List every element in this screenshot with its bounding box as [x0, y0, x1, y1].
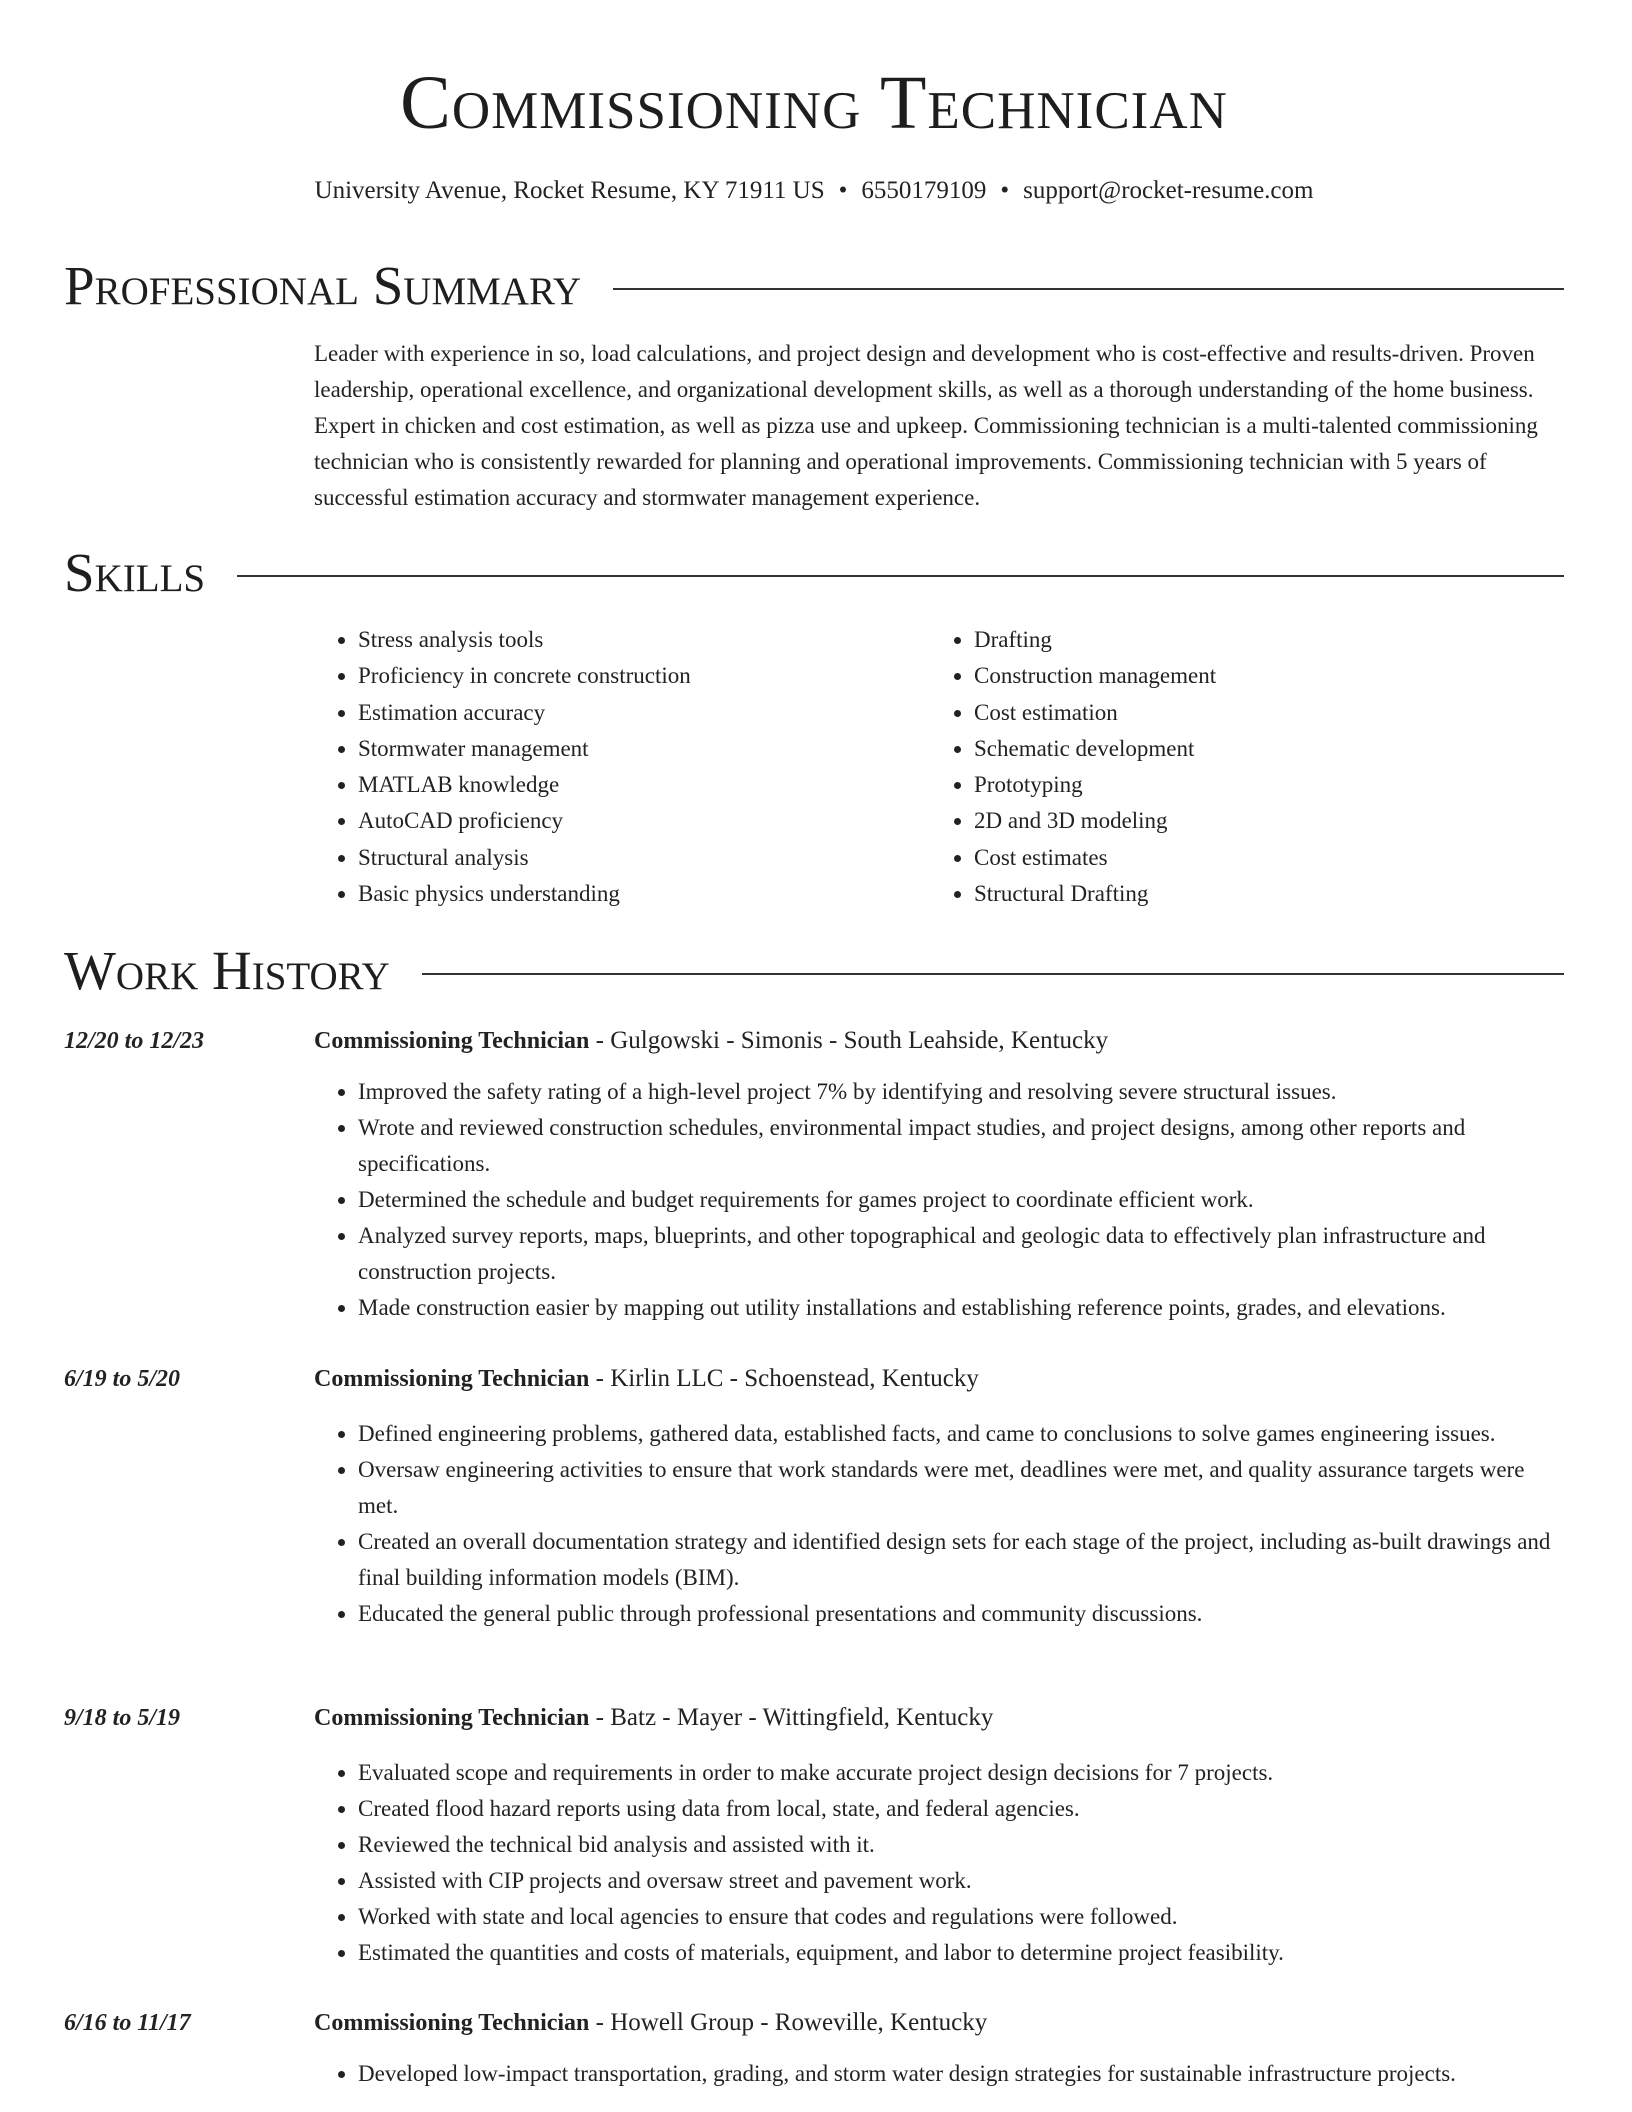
- contact-separator: •: [1000, 177, 1010, 204]
- job-bullet: • Evaluated scope and requirements in order to make accurate project design decisions for 7 projects.: [358, 1755, 1566, 1791]
- section-work-history: [64, 939, 1564, 1003]
- skill-item: • Estimation accuracy: [358, 695, 930, 731]
- job-company: - Howell Group - Roweville, Kentucky: [589, 2009, 988, 2036]
- job-header: [314, 1701, 993, 1735]
- job-header: [314, 1024, 1108, 1058]
- job-role: Commissioning Technician: [314, 1366, 590, 1392]
- job-dates: 6/19 to 5/20: [64, 1366, 181, 1392]
- candidate-name: Commissioning Technician: [400, 61, 1228, 145]
- job-bullets: [314, 1755, 1566, 1971]
- job-role: Commissioning Technician: [314, 1028, 590, 1054]
- skill-item: • Structural analysis: [358, 840, 930, 876]
- job-bullet: • Created flood hazard reports using data from local, state, and federal agencies.: [358, 1791, 1566, 1827]
- skills-list-right: [930, 622, 1546, 912]
- skill-item: • MATLAB knowledge: [358, 767, 930, 803]
- skill-item: • Construction management: [974, 658, 1546, 694]
- skill-item: • Proficiency in concrete construction: [358, 658, 930, 694]
- job-header: [314, 2006, 987, 2040]
- skill-item: • Drafting: [974, 622, 1546, 658]
- job-bullet: • Assisted with CIP projects and oversaw street and pavement work.: [358, 1863, 1566, 1899]
- job-bullet: • Analyzed survey reports, maps, blueprints, and other topographical and geologic data to effectively plan infrastructure and construction projects.: [358, 1218, 1566, 1290]
- job-bullet: • Reviewed the technical bid analysis and assisted with it.: [358, 1827, 1566, 1863]
- contact-separator: •: [838, 177, 848, 204]
- skill-item: • Stormwater management: [358, 731, 930, 767]
- job-bullets: [314, 1416, 1566, 1632]
- job-bullet: • Improved the safety rating of a high-level project 7% by identifying and resolving severe structural issues.: [358, 1074, 1566, 1110]
- job-role: Commissioning Technician: [314, 1705, 590, 1731]
- section-title: Work History: [64, 940, 390, 1001]
- skill-item: • Cost estimates: [974, 840, 1546, 876]
- contact-address: University Avenue, Rocket Resume, KY 71911 US: [314, 177, 825, 204]
- job-bullet: • Defined engineering problems, gathered data, established facts, and came to conclusions to solve games engineering issues.: [358, 1416, 1566, 1452]
- job-bullets: [314, 1074, 1566, 1326]
- job-dates: 12/20 to 12/23: [64, 1028, 205, 1054]
- job-bullet: • Made construction easier by mapping out utility installations and establishing reference points, grades, and elevations.: [358, 1290, 1566, 1326]
- job-bullet: • Educated the general public through professional presentations and community discussions.: [358, 1596, 1566, 1632]
- skill-item: • 2D and 3D modeling: [974, 803, 1546, 839]
- job-bullet: • Oversaw engineering activities to ensure that work standards were met, deadlines were met, and quality assurance targets were met.: [358, 1452, 1566, 1524]
- skill-item: • Schematic development: [974, 731, 1546, 767]
- job-bullets: [314, 2056, 1566, 2092]
- contact-phone[interactable]: 6550179109: [861, 177, 987, 204]
- job-bullet: • Wrote and reviewed construction schedules, environmental impact studies, and project designs, among other reports and specifications.: [358, 1110, 1566, 1182]
- section-divider: [422, 973, 1564, 975]
- section-professional-summary: [64, 254, 1564, 318]
- skill-item: • Stress analysis tools: [358, 622, 930, 658]
- job-company: - Kirlin LLC - Schoenstead, Kentucky: [589, 1365, 979, 1392]
- summary-text: Leader with experience in so, load calculations, and project design and development who is cost-effective and results-driven. Proven leadership, operational excellence, and organizational development skills, as well as a thorough understanding of the home business. Expert in chicken and cost estimation, as well as pizza use and upkeep. Commissioning technician is a multi-talented commissioning technician who is consistently rewarded for planning and operational improvements. Commissioning technician with 5 years of successful estimation accuracy and stormwater management experience.: [314, 341, 1538, 510]
- skill-item: • Basic physics understanding: [358, 876, 930, 912]
- section-title: Skills: [64, 542, 206, 603]
- job-bullet: • Estimated the quantities and costs of materials, equipment, and labor to determine project feasibility.: [358, 1935, 1566, 1971]
- job-bullet: • Created an overall documentation strategy and identified design sets for each stage of the project, including as-built drawings and final building information models (BIM).: [358, 1524, 1566, 1596]
- contact-email[interactable]: support@rocket-resume.com: [1023, 177, 1314, 204]
- skills-list-left: [314, 622, 930, 912]
- skill-item: • Cost estimation: [974, 695, 1546, 731]
- job-bullet: • Developed low-impact transportation, grading, and storm water design strategies for sustainable infrastructure projects.: [358, 2056, 1566, 2092]
- contact-line: [64, 174, 1564, 208]
- section-skills: [64, 541, 1564, 605]
- section-title: Professional Summary: [64, 255, 582, 316]
- skill-item: • Structural Drafting: [974, 876, 1546, 912]
- job-company: - Batz - Mayer - Wittingfield, Kentucky: [589, 1704, 994, 1731]
- job-bullet: • Determined the schedule and budget requirements for games project to coordinate efficient work.: [358, 1182, 1566, 1218]
- job-dates: 9/18 to 5/19: [64, 1705, 181, 1731]
- skills-grid: [314, 622, 1566, 912]
- job-bullet: • Worked with state and local agencies to ensure that codes and regulations were followed.: [358, 1899, 1566, 1935]
- skill-item: • Prototyping: [974, 767, 1546, 803]
- job-dates: 6/16 to 11/17: [64, 2010, 191, 2036]
- job-header: [314, 1362, 979, 1396]
- section-divider: [613, 288, 1564, 290]
- job-role: Commissioning Technician: [314, 2010, 590, 2036]
- skill-item: • AutoCAD proficiency: [358, 803, 930, 839]
- job-company: - Gulgowski - Simonis - South Leahside, Kentucky: [589, 1027, 1109, 1054]
- section-divider: [237, 575, 1564, 577]
